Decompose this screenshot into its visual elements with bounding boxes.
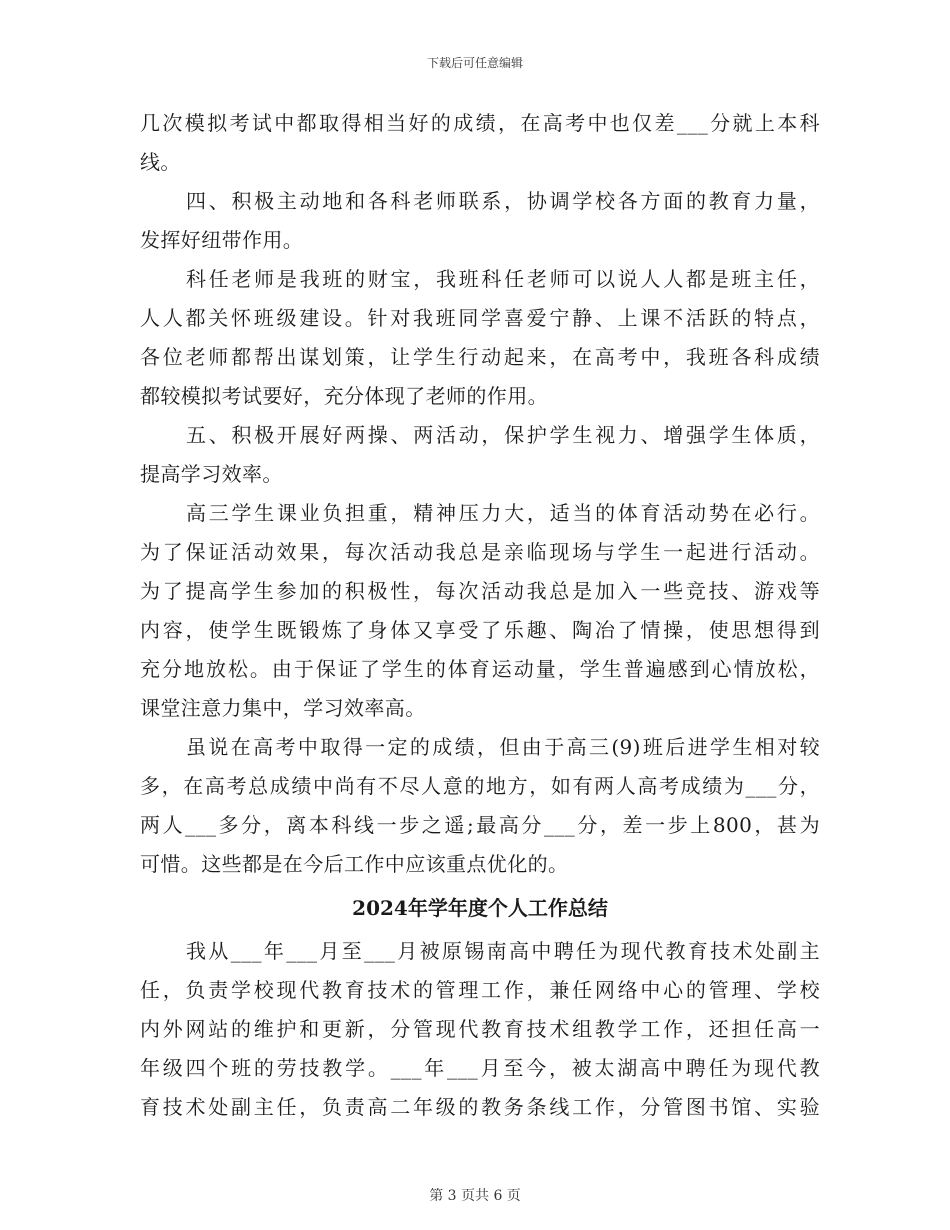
- text-line: 两人___多分，离本科线一步之遥;最高分___分，差一步上800，甚为: [140, 813, 820, 837]
- text-line: 都较模拟考试要好，充分体现了老师的作用。: [140, 384, 548, 408]
- paragraph: [140, 728, 820, 884]
- text-line: 发挥好纽带作用。: [140, 228, 304, 252]
- paragraph: [140, 932, 820, 1127]
- text-line: 各位老师都帮出谋划策，让学生行动起来，在高考中，我班各科成绩: [140, 345, 820, 369]
- text-line: 人人都关怀班级建设。针对我班同学喜爱宁静、上课不活跃的特点，: [140, 306, 820, 330]
- paragraph: [140, 260, 820, 416]
- page-footer: 第 3 页共 6 页: [429, 1188, 521, 1204]
- text-line: 五、积极开展好两操、两活动，保护学生视力、增强学生体质，: [186, 423, 820, 447]
- paragraph: [140, 104, 820, 182]
- text-line: 四、积极主动地和各科老师联系，协调学校各方面的教育力量，: [186, 189, 820, 213]
- text-line: 课堂注意力集中，学习效率高。: [140, 696, 426, 720]
- text-line: 为了提高学生参加的积极性，每次活动我总是加入一些竞技、游戏等: [140, 579, 820, 603]
- page-header: 下载后可任意编辑: [426, 56, 523, 70]
- document-body: [140, 104, 820, 1127]
- text-line: 多，在高考总成绩中尚有不尽人意的地方，如有两人高考成绩为___分，: [140, 774, 820, 798]
- text-line: 虽说在高考中取得一定的成绩，但由于高三(9)班后进学生相对较: [186, 735, 820, 759]
- section-title: 2024年学年度个人工作总结: [352, 896, 608, 920]
- text-line: 提高学习效率。: [140, 462, 283, 486]
- text-line: 我从___年___月至___月被原锡南高中聘任为现代教育技术处副主: [186, 939, 820, 963]
- text-line: 可惜。这些都是在今后工作中应该重点优化的。: [140, 852, 569, 876]
- text-line: 充分地放松。由于保证了学生的体育运动量，学生普遍感到心情放松，: [140, 657, 820, 681]
- text-line: 科任老师是我班的财宝，我班科任老师可以说人人都是班主任，: [186, 267, 820, 291]
- text-line: 线。: [140, 150, 181, 174]
- text-line: 高三学生课业负担重，精神压力大，适当的体育活动势在必行。: [186, 501, 820, 525]
- text-line: 内外网站的维护和更新，分管现代教育技术组教学工作，还担任高一: [140, 1017, 820, 1041]
- paragraph: [140, 416, 820, 494]
- paragraph: [140, 182, 820, 260]
- text-line: 育技术处副主任，负责高二年级的教务条线工作，分管图书馆、实验: [140, 1095, 820, 1119]
- text-line: 内容，使学生既锻炼了身体又享受了乐趣、陶冶了情操，使思想得到: [140, 618, 820, 642]
- paragraph: [140, 494, 820, 728]
- text-line: 任，负责学校现代教育技术的管理工作，兼任网络中心的管理、学校: [140, 978, 820, 1002]
- text-line: 年级四个班的劳技教学。___年___月至今，被太湖高中聘任为现代教: [140, 1056, 820, 1080]
- text-line: 为了保证活动效果，每次活动我总是亲临现场与学生一起进行活动。: [140, 540, 820, 564]
- text-line: 几次模拟考试中都取得相当好的成绩，在高考中也仅差___分就上本科: [140, 111, 820, 135]
